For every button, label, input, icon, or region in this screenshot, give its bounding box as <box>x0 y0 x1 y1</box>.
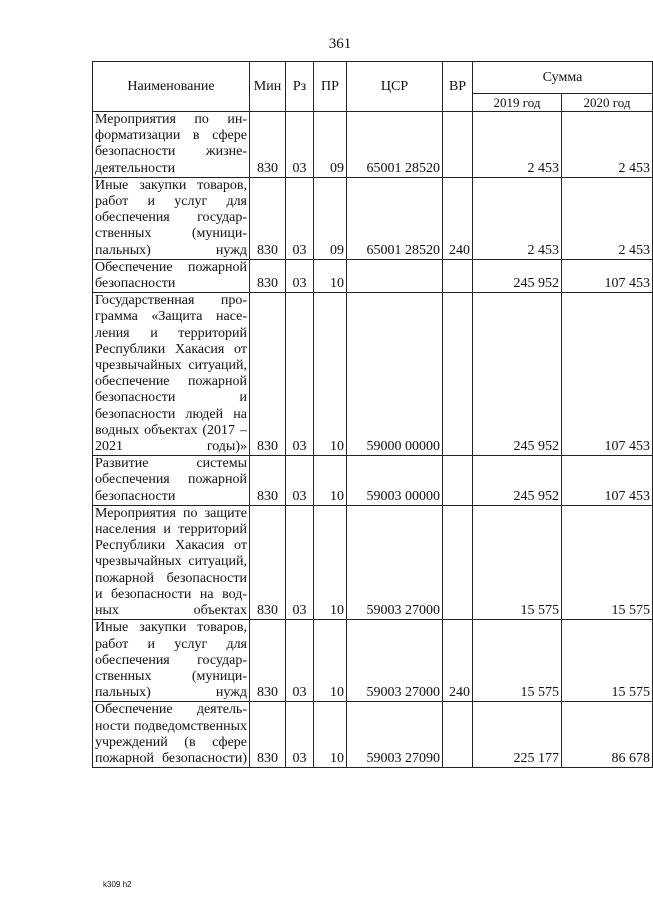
header-vr: ВР <box>443 62 473 112</box>
header-year-2019: 2019 год <box>473 94 562 112</box>
row-min: 830 <box>250 702 286 768</box>
row-csr: 59003 27090 <box>347 702 443 768</box>
row-sum-2020: 86 678 <box>562 702 653 768</box>
row-rz: 03 <box>286 259 314 292</box>
row-name: Мероприятия по защите населения и территорий Республики Хакасия от чрезвычайных ситуаций, пожарной безопасности и безопасности на водных объектах <box>93 505 250 619</box>
row-sum-2019: 15 575 <box>473 620 562 702</box>
header-sum: Сумма <box>473 62 653 94</box>
row-sum-2020: 107 453 <box>562 259 653 292</box>
row-rz: 03 <box>286 177 314 259</box>
row-pr: 09 <box>314 112 347 178</box>
row-pr: 10 <box>314 620 347 702</box>
header-pr: ПР <box>314 62 347 112</box>
row-pr: 10 <box>314 702 347 768</box>
row-sum-2019: 15 575 <box>473 505 562 619</box>
row-vr <box>443 456 473 506</box>
table-row <box>93 456 653 506</box>
row-csr: 59000 00000 <box>347 293 443 456</box>
row-name: Обеспечение пожарной безопасности <box>93 259 250 292</box>
row-name: Мероприятия по информатизации в сфере безопасности жизнедеятельности <box>93 112 250 178</box>
row-name: Государственная программа «Защита населения и территорий Республики Хакасия от чрезвычайных ситуаций, обеспечение пожарной безопасности и безопасности людей на водных объектах (2017 – 2021 годы)» <box>93 293 250 456</box>
header-min: Мин <box>250 62 286 112</box>
header-csr: ЦСР <box>347 62 443 112</box>
table-row <box>93 702 653 768</box>
row-name: Иные закупки товаров, работ и услуг для обеспечения государственных (муниципальных) нужд <box>93 177 250 259</box>
row-csr: 59003 27000 <box>347 620 443 702</box>
row-csr: 65001 28520 <box>347 177 443 259</box>
row-sum-2020: 107 453 <box>562 456 653 506</box>
row-rz: 03 <box>286 620 314 702</box>
row-pr: 10 <box>314 456 347 506</box>
row-sum-2020: 2 453 <box>562 177 653 259</box>
row-sum-2020: 15 575 <box>562 620 653 702</box>
row-csr: 59003 27000 <box>347 505 443 619</box>
page-number: 361 <box>328 36 352 52</box>
row-min: 830 <box>250 456 286 506</box>
row-min: 830 <box>250 177 286 259</box>
row-vr <box>443 702 473 768</box>
budget-table <box>92 61 653 768</box>
row-min: 830 <box>250 293 286 456</box>
row-vr <box>443 259 473 292</box>
row-rz: 03 <box>286 112 314 178</box>
row-sum-2020: 107 453 <box>562 293 653 456</box>
row-csr: 65001 28520 <box>347 112 443 178</box>
header-rz: Рз <box>286 62 314 112</box>
row-rz: 03 <box>286 456 314 506</box>
table-row <box>93 259 653 292</box>
row-rz: 03 <box>286 505 314 619</box>
row-vr: 240 <box>443 177 473 259</box>
row-vr <box>443 112 473 178</box>
row-pr: 10 <box>314 259 347 292</box>
row-vr <box>443 505 473 619</box>
row-sum-2019: 245 952 <box>473 293 562 456</box>
row-sum-2019: 2 453 <box>473 177 562 259</box>
row-min: 830 <box>250 620 286 702</box>
row-name: Развитие системы обеспечения пожарной безопасности <box>93 456 250 506</box>
header-name: Наименование <box>93 62 250 112</box>
footer-code: k309 h2 <box>103 880 132 889</box>
row-sum-2019: 245 952 <box>473 456 562 506</box>
table-row <box>93 293 653 456</box>
row-rz: 03 <box>286 293 314 456</box>
table-header <box>93 62 653 112</box>
table-row <box>93 177 653 259</box>
row-name: Обеспечение деятельности подведомственных учреждений (в сфере пожарной безопасности) <box>93 702 250 768</box>
table-row <box>93 620 653 702</box>
row-sum-2020: 2 453 <box>562 112 653 178</box>
row-sum-2019: 2 453 <box>473 112 562 178</box>
row-min: 830 <box>250 259 286 292</box>
row-sum-2019: 245 952 <box>473 259 562 292</box>
row-pr: 10 <box>314 505 347 619</box>
row-sum-2019: 225 177 <box>473 702 562 768</box>
row-min: 830 <box>250 505 286 619</box>
row-pr: 09 <box>314 177 347 259</box>
row-sum-2020: 15 575 <box>562 505 653 619</box>
table-row <box>93 505 653 619</box>
row-min: 830 <box>250 112 286 178</box>
table-row <box>93 112 653 178</box>
table-body <box>93 112 653 768</box>
row-rz: 03 <box>286 702 314 768</box>
header-year-2020: 2020 год <box>562 94 653 112</box>
row-vr: 240 <box>443 620 473 702</box>
row-vr <box>443 293 473 456</box>
row-name: Иные закупки товаров, работ и услуг для обеспечения государственных (муниципальных) нужд <box>93 620 250 702</box>
row-pr: 10 <box>314 293 347 456</box>
row-csr: 59003 00000 <box>347 456 443 506</box>
row-csr <box>347 259 443 292</box>
